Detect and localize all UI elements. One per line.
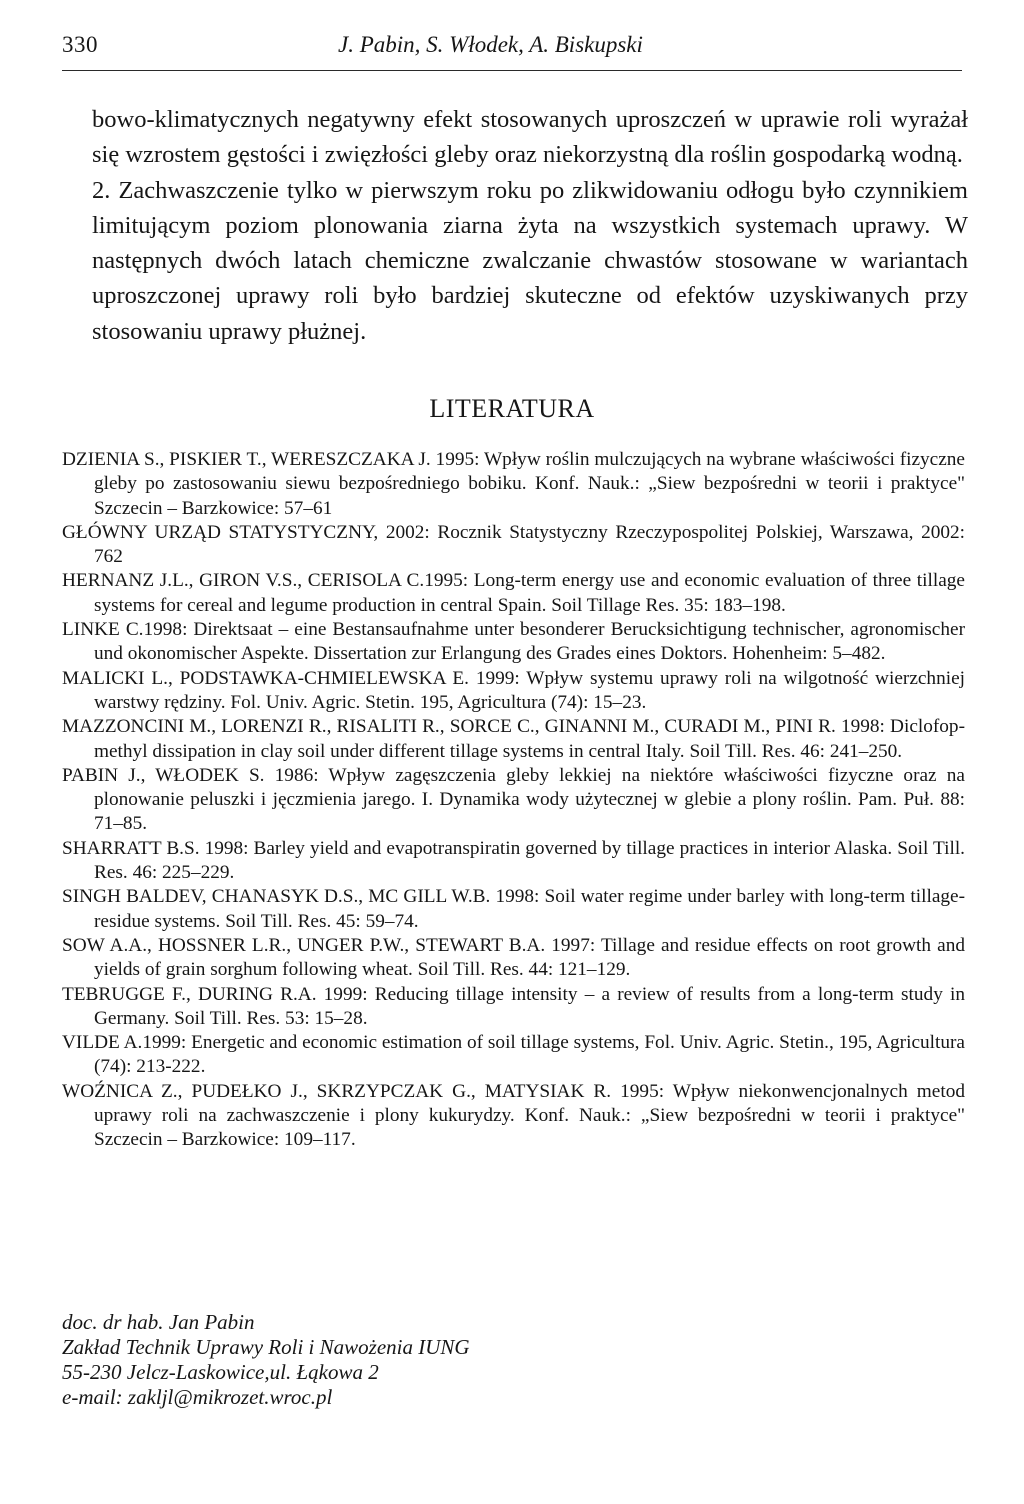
body-paragraph-2: 2. Zachwaszczenie tylko w pierwszym roku po zlikwidowaniu odłogu było czynnikiem limitującym poziom plonowania ziarna żyta na wszystkich systemach uprawy. W następnych dwóch latach chemiczne zwalczanie chwastów stosowane w wariantach uproszczonej uprawy roli było bardziej skuteczne od efektów uzyskiwanych przy stosowaniu uprawy płużnej. — [92, 176, 968, 345]
reference-item: MAZZONCINI M., LORENZI R., RISALITI R., SORCE C., GINANNI M., CURADI M., PINI R. 1998: Diclofop-methyl dissipation in clay soil under different tillage systems in central Italy. Soil Till. Res. 46: 241–250. — [62, 716, 965, 762]
running-head-authors: J. Pabin, S. Włodek, A. Biskupski — [338, 32, 643, 57]
body-paragraph-1: bowo-klimatycznych negatywny efekt stosowanych uproszczeń w uprawie roli wyrażał się wzrostem gęstości i zwięzłości gleby oraz niekorzystną dla roślin gospodarką wodną. — [92, 106, 968, 169]
reference-list — [62, 448, 965, 1153]
reference-item: WOŹNICA Z., PUDEŁKO J., SKRZYPCZAK G., MATYSIAK R. 1995: Wpływ niekonwencjonalnych metod uprawy roli na zachwaszczenie i plony kukurydzy. Konf. Nauk.: „Siew bezpośredni w teorii i praktyce" Szczecin – Barzkowice: 109–117. — [62, 1080, 965, 1151]
reference-item: MALICKI L., PODSTAWKA-CHMIELEWSKA E. 1999: Wpływ systemu uprawy roli na wilgotność wierzchniej warstwy rędziny. Fol. Univ. Agric. Stetin. 195, Agricultura (74): 15–23. — [62, 667, 965, 713]
reference-item: TEBRUGGE F., DURING R.A. 1999: Reducing tillage intensity – a review of results from a long-term study in Germany. Soil Till. Res. 53: 15–28. — [62, 983, 965, 1029]
reference-item: SOW A.A., HOSSNER L.R., UNGER P.W., STEWART B.A. 1997: Tillage and residue effects on root growth and yields of grain sorghum following wheat. Soil Till. Res. 44: 121–129. — [62, 934, 965, 981]
reference-item: PABIN J., WŁODEK S. 1986: Wpływ zagęszczenia gleby lekkiej na niektóre właściwości fizyczne oraz na plonowanie peluszki i jęczmienia jarego. I. Dynamika wody użytecznej w glebie a plony roślin. Pam. Puł. 88: 71–85. — [62, 764, 965, 835]
reference-item: VILDE A.1999: Energetic and economic estimation of soil tillage systems, Fol. Univ. Agric. Stetin., 195, Agricultura (74): 213-222. — [62, 1032, 965, 1078]
reference-item: HERNANZ J.L., GIRON V.S., CERISOLA C.1995: Long-term energy use and economic evaluation of three tillage systems for cereal and legume production in central Spain. Soil Tillage Res. 35: 183–198. — [62, 570, 965, 616]
reference-item: GŁÓWNY URZĄD STATYSTYCZNY, 2002: Rocznik Statystyczny Rzeczypospolitej Polskiej, Warszawa, 2002: 762 — [62, 521, 965, 568]
reference-item: SHARRATT B.S. 1998: Barley yield and evapotranspiratin governed by tillage practices in interior Alaska. Soil Till. Res. 46: 225–229. — [62, 837, 965, 884]
author-signature-block — [62, 1310, 662, 1410]
section-heading-literatura: LITERATURA — [429, 394, 595, 423]
reference-item: LINKE C.1998: Direktsaat – eine Bestansaufnahme unter besonderer Berucksichtigung technischer, agronomischer und okonomischer Aspekte. Dissertation zur Erlangung des Grades eines Doktors. Hohenheim: 5–482. — [62, 619, 965, 665]
author-institution: Zakład Technik Uprawy Roli i Nawożenia IUNG — [62, 1335, 470, 1359]
page-number: 330 — [62, 32, 98, 57]
body-text — [92, 102, 968, 349]
author-name: doc. dr hab. Jan Pabin — [62, 1310, 255, 1334]
reference-item: SINGH BALDEV, CHANASYK D.S., MC GILL W.B. 1998: Soil water regime under barley with long-term tillage-residue systems. Soil Till. Res. 45: 59–74. — [62, 886, 965, 932]
author-email: e-mail: zakljl@mikrozet.wroc.pl — [62, 1385, 333, 1409]
author-address: 55-230 Jelcz-Laskowice,ul. Łąkowa 2 — [62, 1360, 379, 1384]
reference-item: DZIENIA S., PISKIER T., WERESZCZAKA J. 1995: Wpływ roślin mulczujących na wybrane właściwości fizyczne gleby po zastosowaniu siewu bezpośredniego bobiku. Konf. Nauk.: „Siew bezpośredni w teorii i praktyce" Szczecin – Barzkowice: 57–61 — [62, 449, 965, 519]
page-header — [62, 30, 962, 71]
